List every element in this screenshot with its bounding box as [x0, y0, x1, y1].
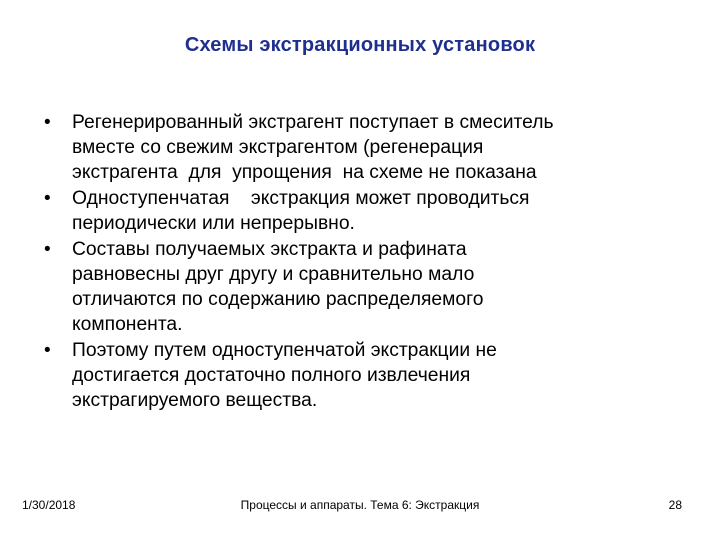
bullet-dot-icon: • [44, 112, 51, 133]
slide-title: Схемы экстракционных установок [184, 34, 536, 56]
bullet-dot-icon: • [44, 340, 51, 361]
bullet-text-line: Составы получаемых экстракта и рафината [72, 239, 467, 260]
bullet-text-line: Одноступенчатая экстракция может проводиться [72, 188, 530, 209]
bullet-text-line: Поэтому путем одноступенчатой экстракции не [72, 340, 497, 361]
bullet-text-line: Регенерированный экстрагент поступает в смеситель [72, 112, 554, 133]
bullet-text-line: отличаются по содержанию распределяемого [72, 289, 484, 310]
bullet-text-line: компонента. [72, 314, 183, 335]
bullet-dot-icon: • [44, 239, 51, 260]
bullet-text-line: равновесны друг другу и сравнительно мало [72, 264, 475, 285]
bullet-item [44, 338, 694, 413]
bullet-item [44, 110, 694, 185]
bullet-text-line: экстрагента для упрощения на схеме не показана [72, 162, 537, 183]
footer-title: Процессы и аппараты. Тема 6: Экстракция [240, 498, 480, 512]
bullet-item [44, 237, 694, 337]
footer-date: 1/30/2018 [22, 498, 76, 512]
bullet-text-line: достигается достаточно полного извлечения [72, 365, 471, 386]
bullet-text-line: экстрагируемого вещества. [72, 390, 318, 411]
bullet-text-line: вместе со свежим экстрагентом (регенерация [72, 137, 484, 158]
page-number: 28 [668, 498, 682, 512]
bullet-text-line: периодически или непрерывно. [72, 213, 355, 234]
bullet-item [44, 186, 694, 236]
bullet-dot-icon: • [44, 188, 51, 209]
bullet-list [44, 110, 694, 414]
